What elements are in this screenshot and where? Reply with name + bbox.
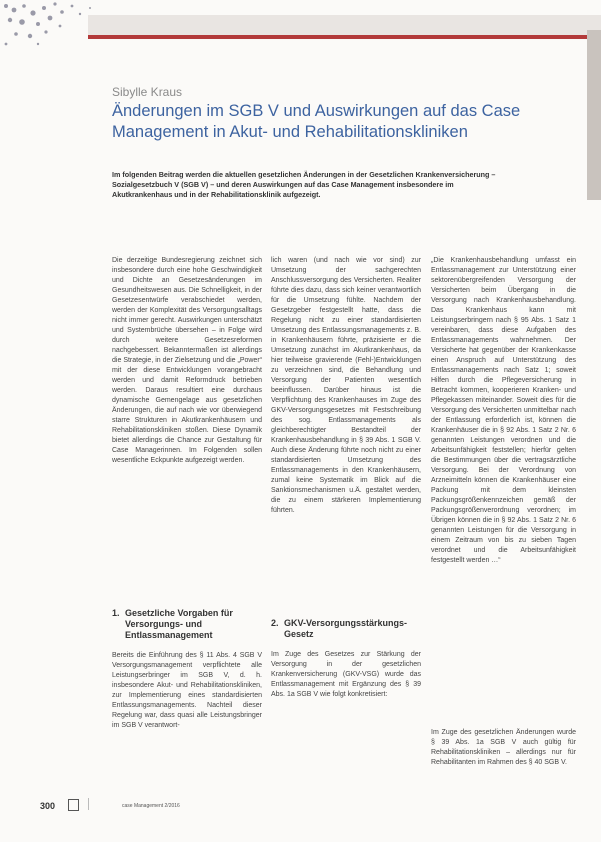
paragraph: Bereits die Einführung des § 11 Abs. 4 SGB V Versorgungsmanagement verpflichtete alle Leistungserbringer im SGB V, d. h. insbesondere Akut- und Rehabilitationskliniken, zur Implementierung eines standardisierten Entlassungsmanagements. Nachteil dieser Regelung war, dass quasi alle Leistungsbringer im SGB V verantwort-	[112, 652, 262, 729]
footer-divider	[88, 798, 89, 810]
paragraph: Die derzeitige Bundesregierung zeichnet sich insbesondere durch eine hohe Geschwindigkeit und Dichte an Gesetzesänderungen im Gesundheitswesen aus. Die Schnelligkeit, in der Gesetzesentwürfe verabschiedet werden, werden der Komplexität des Versorgungsalltags nicht immer gerecht. Auswirkungen unterschätzt und Systembrüche übersehen – in Folge wird durch weitere Gesetzesreformen nachgebessert. Bekanntermaßen ist allerdings die Strategie, in der Zielsetzung und die „Power“ mit der diese Entwicklungen vorangebracht werden und damit Reformdruck betrieben werden. Daraus resultiert eine durchaus dynamische Gemengelage aus gesetzlichen Änderungen, die auf nach wie vor überwiegend starre Strukturen in Akutkrankenhäusern und Rehabilitationskliniken stoßen. Diese Dynamik bietet allerdings die Chance zur Gestaltung für Case Managerinnen. Im Folgenden sollen wesentliche Eckpunkte aufgezeigt werden.	[112, 257, 262, 464]
section-title: Gesetzliche Vorgaben für Versorgungs- und Entlassmanagement	[125, 608, 233, 640]
quote-paragraph: „Die Krankenhausbehandlung umfasst ein Entlassmanagement zur Unterstützung einer sektorenübergreifenden Versorgung der Versicherten beim Übergang in die Versorgung nach Krankenhausbehandlung. Das Krankenhaus kann mit Leistungserbringern nach § 95 Abs. 1 Satz 1 vereinbaren, dass diese Aufgaben des Entlassmanagements wahrnehmen. Der Versicherte hat gegenüber der Krankenkasse einen Anspruch auf Unterstützung des Entlassmanagements nach Satz 1; soweit Hilfen durch die Pflegeversicherung in Betracht kommen, kooperieren Kranken- und Pflegekassen miteinander. Soweit dies für die Versorgung des Versicherten unmittelbar nach der Entlassung erforderlich ist, können die Krankenhäuser die in § 92 Abs. 1 Satz 2 Nr. 6 genannten Leistungen verordnen und die Arbeitsunfähigkeit feststellen; hierfür gelten die Bestimmungen über die vertragsärztliche Versorgung. Bei der Verordnung von Arzneimitteln können die Krankenhäuser eine Packung mit dem kleinsten Packungsgrößenkennzeichen gemäß der Packungsgrößenverordnung verordnen; im Übrigen können die in § 92 Abs. 1 Satz 2 Nr. 6 genannten Leistungen für die Versorgung in einem Zeitraum von bis zu sieben Tagen verordnet und die Arbeitsunfähigkeit festgestellt werden …“	[431, 257, 576, 564]
page-edge-strip	[587, 30, 601, 200]
article-title: Änderungen im SGB V und Auswirkungen auf das Case Management in Akut- und Rehabilitationskliniken	[112, 102, 521, 141]
journal-logo-icon	[68, 799, 79, 811]
paragraph: Im Zuge des gesetzlichen Änderungen wurde § 39 Abs. 1a SGB V auch gültig für Rehabilitationskliniken – allerdings nur für Rehabilitanten im Rahmen des § 40 SGB V.	[431, 729, 576, 766]
paragraph: Im Zuge des Gesetzes zur Stärkung der Versorgung in der gesetzlichen Krankenversicherung (GKV-VSG) wurde das Entlassmanagement mit Ergänzung des § 39 Abs. 1a SGB V wie folgt konkretisiert:	[271, 651, 421, 698]
page-number: 300	[40, 801, 56, 811]
section-heading-2	[271, 618, 421, 640]
header-rule	[88, 35, 601, 39]
section-heading-1	[112, 608, 262, 641]
text-column-1	[112, 256, 262, 768]
text-column-2	[271, 256, 421, 742]
section-number: 1.	[112, 608, 120, 618]
journal-name: case Management 2/2016	[122, 803, 180, 809]
section-number: 2.	[271, 618, 279, 628]
text-column-3	[431, 256, 576, 800]
section-title: GKV-Versorgungsstärkungs-Gesetz	[284, 618, 408, 639]
abstract: Im folgenden Beitrag werden die aktuellen gesetzlichen Änderungen in der Gesetzlichen Krankenversicherung – Sozialgesetzbuch V (SGB V) – und deren Auswirkungen auf das Case Management insbesondere im Akutkrankenhaus und in der Rehabilitationsklinik aufgezeigt.	[112, 170, 496, 199]
paragraph: lich waren (und nach wie vor sind) zur Umsetzung der sachgerechten Anschlussversorgung des Versicherten. Realiter führte dies dazu, dass sich keiner verantwortlich für die Umsetzung fühlte. Nachdem der Gesetzgeber festgestellt hatte, dass die Regelung nicht zu einer standardisierten Umsetzung des Entlassungsmanagements z. B. in Krankenhäusern führte, präzisierte er die Umsetzung zunächst im Akutkrankenhaus, da hier teilweise gravierende (Fehl-)Entwicklungen zu verzeichnen sind, die Behandlung und Versorgung der Patienten wesentlich beeinflussen. Darüber hinaus ist die Verpflichtung des Krankenhauses im Zuge des GKV-Versorgungsgesetzes mit Festschreibung des sog. Entlassmanagements als gleichberechtigter Bestandteil der Krankenhausbehandlung in § 39 Abs. 1 SGB V. Auch diese Änderung führte noch nicht zu einer standardisierten Umsetzung des Entlassmanagements in den Krankenhäusern, zumal keine Systematik im Blick auf die Sanktionsmechanismen u.Ä. gestaltet werden, die zu einem stärkeren Implementierung führten.	[271, 257, 421, 514]
header-band	[88, 15, 601, 35]
author-name: Sibylle Kraus	[112, 85, 183, 99]
